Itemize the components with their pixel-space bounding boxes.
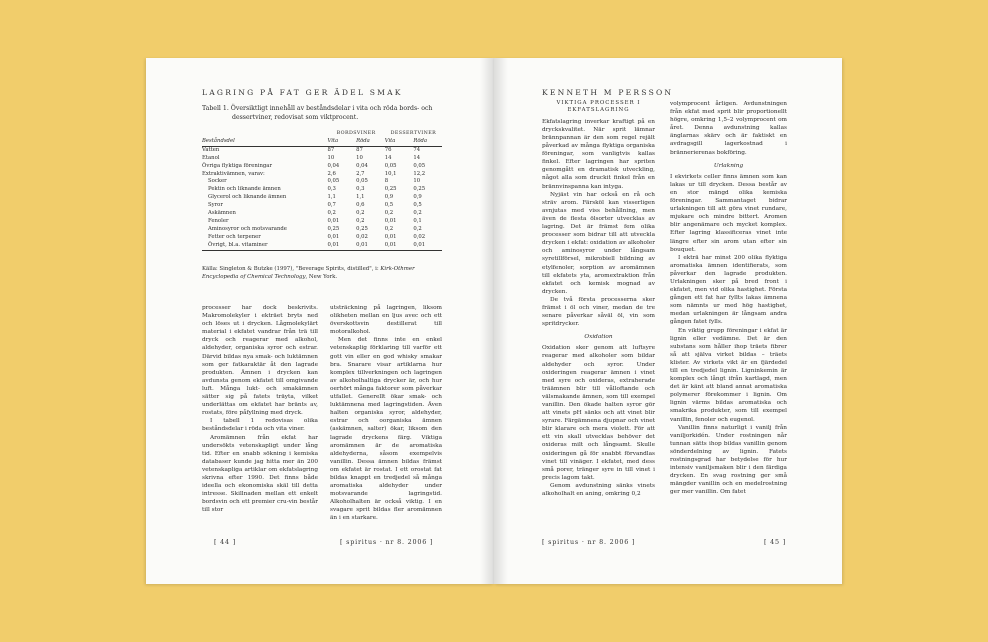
row-label: Syror: [208, 202, 223, 209]
table-cell: 0,05: [327, 178, 340, 185]
right-column-1: [542, 100, 655, 536]
table-cell: 1,1: [327, 194, 336, 201]
table-cell: 1,1: [356, 194, 365, 201]
row-label: Fetter och terpener: [208, 233, 261, 240]
table-cell: 10,1: [384, 170, 397, 177]
paragraph: Oxidation sker genom att luftsyre reagerar med alkoholer som bildar aldehyder och syror. Under oxideringen reagerar ämnen i vinet med syre och oxideras, extraherade träämnen blir till vålloftande och välsmakande ämnen, som till exempel vanillin. Den ökade halten syror gör att vinets pH sänks och att vinet blir syrare. Färgämnena djupnar och vinet blir klarare och mera violett. För att ett vin skall utvecklas behöver det oxideras milt och långsamt. Skulle oxideringen gå för snabbt förvandlas vinet till vinäger. I ekfatet, med dess små porer, tränger syre in till vinet i precis lagom takt.: [542, 345, 655, 481]
table-row: [202, 194, 442, 202]
col-header-component: Beståndsdel: [202, 138, 328, 146]
table-cell: 0,2: [413, 210, 422, 217]
table-cell: 0,2: [413, 225, 422, 232]
table-cell: 0,01: [384, 233, 397, 240]
left-column-2: [330, 304, 442, 534]
table-cell: 0,9: [413, 194, 422, 201]
table-row: [202, 155, 442, 163]
group-header-dessert-wines: DESSERTVINER: [390, 131, 437, 136]
paragraph: I ekträ har minst 200 olika flyktiga aromatiska ämnen identifierats, som påverkar den lagrade produkten. Urlakningen sker på bred front i ekfatet, men vid olika hastighet. Första gången ett fat har fyllts lakas ämnena som nämnts ur med hög hastighet, medan urlakningen är långsam andra gången fatet fylls.: [670, 254, 787, 326]
table-cell: 0,04: [356, 162, 368, 169]
subhead-oxidation: Oxidation: [584, 334, 613, 341]
table-row: [202, 178, 442, 186]
gutter-shadow: [480, 58, 494, 584]
left-column-1: [202, 304, 318, 534]
paragraph: De två första processerna sker främst i öl och viner, medan de tre senare påverkar såväl öl, vin som spritdrycker.: [542, 296, 655, 328]
col-header-red-dessert: Röda: [413, 138, 442, 146]
table-cell: 76: [384, 146, 392, 153]
table-cell: 87: [356, 146, 363, 153]
table-row: [202, 146, 442, 154]
paragraph: Vanillin finns naturligt i vanilj från vaniljorkidén. Under rostningen når tunnan sätts ihop bildas vanillin genom sönderdelning av lignin. Fatets rostningsgrad har betydelse för hur intensiv vaniljsmaken blir i den färdiga drycken. En svag rostning ger små mängder vanillin och en medelrostning ger mer vanillin. Om fatet: [670, 424, 787, 496]
table-cell: 0,01: [328, 242, 357, 250]
table-cell: 0,01: [356, 242, 385, 250]
page-number-left: [ 44 ]: [214, 538, 236, 546]
table-row: [202, 242, 442, 250]
row-label: Fenoler: [208, 217, 229, 224]
table-row: [202, 218, 442, 226]
table-cell: 0,9: [384, 194, 394, 201]
table-cell: 0,04: [327, 162, 340, 169]
row-label: Pektin och liknande ämnen: [208, 186, 281, 193]
left-page: [146, 58, 494, 584]
table-cell: 0,2: [384, 225, 394, 232]
table-source: [202, 265, 438, 282]
wine-composition-table: [202, 130, 442, 251]
table-row: [202, 171, 442, 179]
table-cell: 0,25: [327, 225, 340, 232]
running-head-right: KENNETH M PERSSON: [542, 88, 674, 97]
table-cell: 0,6: [356, 202, 365, 209]
row-label: Socker: [208, 178, 227, 185]
table-cell: 0,05: [384, 162, 397, 169]
table-cell: 8: [384, 178, 389, 185]
table-cell: 10: [356, 154, 363, 161]
table-cell: 0,05: [356, 178, 368, 185]
table-cell: 87: [327, 146, 335, 153]
table-cell: 2,7: [356, 170, 365, 177]
table-cell: 0,5: [384, 202, 394, 209]
table-caption-line2: dessertviner, redovisat som viktprocent.: [232, 114, 359, 122]
table-caption: [202, 104, 438, 122]
paragraph: En viktig grupp föreningar i ekfat är lignin eller vedämne. Det är den substans som håller ihop träets fibrer så att själva virket bildas – träets klister. Av virkets vikt är en fjärdedel till en tredjedel lignin. Ligninkemin är komplex och långt ifrån kartlagd, men det är känt att bland annat aromatiska polymerer förekommer i lignin. Om lignin värms bildas aromatiska och smakrika produkter, som till exempel vanillin, fenoler och eugenol.: [670, 327, 787, 423]
row-label: Aminosyror och motsvarande: [208, 225, 287, 232]
paragraph: Genom avdunstning sänks vinets alkoholhalt en aning, omkring 0,2: [542, 482, 655, 498]
table-row: [202, 186, 442, 194]
table-cell: 0,5: [413, 202, 422, 209]
row-label: Askämnen: [208, 210, 236, 217]
paragraph: utsträckning på lagringen, liksom olikheten mellan en ljus avec och ett överskottsvin destillerat till motoralkohol.: [330, 305, 442, 336]
table-cell: 0,02: [413, 233, 426, 240]
table-cell: 10: [327, 154, 335, 161]
table-row: [202, 234, 442, 242]
col-header-red-table: Röda: [356, 138, 385, 146]
source-italic: Kirk-Othmer Encyclopedia of Chemical Technology: [202, 266, 415, 281]
row-label: Etanol: [202, 154, 220, 161]
table-cell: 0,1: [413, 217, 422, 224]
table-cell: 0,01: [413, 242, 442, 250]
paragraph: Ekfatslagring inverkar kraftigt på en dryckskvalitet. När sprit lämnar brännpannan är den som regel rejält påverkad av många flyktiga organiska föreningar, som vanligtvis kallas finkel. Efter lagringen har spriten genomgått en dramatisk utveckling, något alla som druckit finkel från en brännvinspanna kan intyga.: [542, 118, 655, 190]
paragraph: Nyjäst vin har också en rå och sträv arom. Färsköl kan visserligen avnjutas med viss behållning, men även de flesta ölsorter utvecklas av lagring. Det är främst fem olika processer som bidrar till att utveckla drycken i ekfat: oxidation av alkoholer och aminosyror under långsam syretillförsel, mikrobiell bildning av etylfenoler, sorption av aromämnen till ekfatets yta, aromextraktion från ekfatet och kemisk mognad av drycken.: [542, 191, 655, 295]
right-page: [494, 58, 842, 584]
table-row: [202, 226, 442, 234]
paragraph: I tabell 1 redovisas olika beståndsdelar i röda och vita viner.: [202, 418, 318, 433]
table-cell: 74: [413, 146, 421, 153]
magazine-footer-left: [ spiritus · nr 8. 2006 ]: [340, 538, 434, 546]
right-column-2: [670, 100, 787, 536]
table-cell: 0,3: [327, 186, 336, 193]
table-cell: 2,6: [327, 170, 336, 177]
row-label: Extraktivämnen, varav:: [202, 170, 265, 177]
table-cell: 0,2: [327, 210, 336, 217]
table-cell: 0,2: [356, 217, 365, 224]
group-header-table-wines: BORDSVINER: [336, 131, 376, 136]
table-corner: [202, 130, 328, 138]
table-cell: 0,01: [384, 217, 397, 224]
table-cell: 0,01: [327, 233, 340, 240]
table-cell: 0,05: [413, 162, 426, 169]
paragraph: Aromämnen från ekfat har undersökts vetenskapligt under lång tid. Efter en snabb sökning i kemiska databaser kunde jag hitta mer än 200 vetenskapliga artiklar om ekfatslagring skrivna efter 1990. Det finns både ideella och ekonomiska skäl till detta intresse. Skillnaden mellan ett enkelt bordsvin och ett premier cru-vin består till stor: [202, 434, 318, 514]
paragraph: volymprocent årligen. Avdunstningen från ekfat med sprit blir proportionellt högre, omkring 1,5–2 volymprocent om året. Denna avdunstning kallas änglarnas skärv och är faktiskt en avdragsgill lagerkostnad i brännerierenas bokföring.: [670, 101, 787, 156]
row-label: Vatten: [202, 146, 220, 153]
table-cell: 14: [384, 154, 392, 161]
table-row: [202, 163, 442, 171]
running-head-left: LAGRING PÅ FAT GER ÄDEL SMAK: [202, 88, 403, 97]
table-cell: 0,2: [356, 210, 365, 217]
row-label: Glycerol och liknande ämnen: [208, 194, 287, 201]
source-prefix: Källa: Singleton & Butzke (1997), "Beverage Spirits, distilled", i:: [202, 266, 381, 272]
section-head: VIKTIGA PROCESSER I EKFATSLAGRING: [556, 100, 641, 114]
paragraph: processer har dock beskrivits. Makromolekyler i ekträet bryts ned och löses ut i drycken. Lågmolekylärt material i ekfatet vandrar från trä till dryck och reagerar med alkohol, aldehyder, organiska syror och estrar. Därvid bildas nya smak- och luktämnen som ger fatkaraktär åt den lagrade produkten. Ämnen i drycken kan avdunsta genom ekfatet till omgivande luft. Många lukt- och smakämnen sätter sig på fatets träyta, vilket underlättas om ekfatet har bränts av, rostats, före påfyllning med dryck.: [202, 305, 318, 417]
table-cell: 0,2: [384, 210, 394, 217]
table-row: [202, 210, 442, 218]
table-cell: 10: [413, 178, 421, 185]
table-row: [202, 202, 442, 210]
table-cell: 0,01: [327, 217, 340, 224]
table-cell: 0,7: [327, 202, 336, 209]
table-caption-line1: Tabell 1. Översiktligt innehåll av beståndsdelar i vita och röda bords- och: [202, 105, 433, 112]
table-cell: 0,25: [384, 186, 397, 193]
paragraph: I ekvirkets celler finns ämnen som kan lakas ur till drycken. Dessa består av en stor mängd olika kemiska föreningar. Sammantaget bidrar urlakningen till att göra vinet rundare, mjukare och mindre bittert. Aromen blir angenämare och mycket komplex. Efter lagring klassificeras vinet inte längre efter sin arom utan efter sin bouquet.: [670, 173, 787, 253]
source-suffix: , New York.: [305, 274, 338, 281]
table-cell: 0,25: [356, 225, 368, 232]
col-header-white-dessert: Vita: [385, 138, 414, 146]
row-label: Övrigt, bl.a. vitaminer: [202, 242, 328, 250]
table-cell: 0,3: [356, 186, 365, 193]
table-cell: 0,01: [385, 242, 414, 250]
paragraph: Men det finns inte en enkel vetenskaplig förklaring till varför ett gott vin eller en god whisky smakar bra. Snarare visar artiklarna hur komplex tillverkningen och lagringen av alkoholhaltiga drycker är, och hur oerhört många faktorer som påverkar utfallet. Generellt ökar smak- och luktämnena med lagringstiden. Även halten organiska syror, aldehyder, estrar och oorganiska ämnen (askämnen, salter) ökar, liksom den lagrade dryckens färg. Viktiga aromämnen är de aromatiska aldehyderna, såsom exempelvis vanillin. Dessa ämnen bildas främst om ekfatet är rostat. I ett orostat fat bildas knappt en tredjedel så många aromatiska aldehyder under motsvarande lagringstid. Alkoholhalten är också viktig. I en svagare sprit bildas fler aromämnen än i en starkare.: [330, 337, 442, 522]
gutter-shadow: [494, 58, 508, 584]
row-label: Övriga flyktiga föreningar: [202, 162, 272, 169]
table-cell: 0,02: [356, 233, 368, 240]
page-number-right: [ 45 ]: [764, 538, 786, 546]
magazine-footer-right: [ spiritus · nr 8. 2006 ]: [542, 538, 636, 546]
table-cell: 0,25: [413, 186, 426, 193]
subhead-urlakning: Urlakning: [713, 162, 744, 169]
col-header-white-table: Vita: [328, 138, 357, 146]
table-cell: 12,2: [413, 170, 426, 177]
table-cell: 14: [413, 154, 421, 161]
